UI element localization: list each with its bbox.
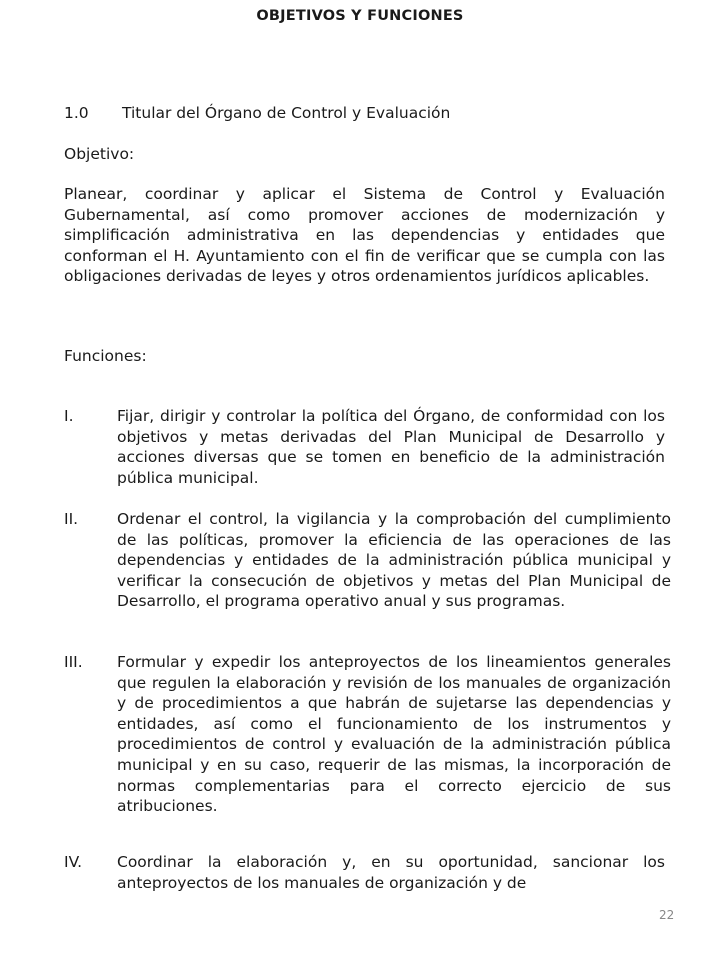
page-number: 22 xyxy=(659,908,675,922)
function-text: Ordenar el control, la vigilancia y la comprobación del cumplimiento de las políticas, promover la eficiencia de las operaciones de las dependencias y entidades de la administración pública municipal y verificar la consecución de objetivos y metas del Plan Municipal de Desarrollo, el programa operativo anual y sus programas. xyxy=(117,510,671,611)
function-numeral: IV. xyxy=(64,853,83,871)
function-text: Fijar, dirigir y controlar la política del Órgano, de conformidad con los objetivos y metas derivadas del Plan Municipal de Desarrollo y acciones diversas que se tomen en beneficio de la administración pública municipal. xyxy=(117,407,665,487)
function-item-3 xyxy=(64,652,671,817)
function-numeral: I. xyxy=(64,407,74,425)
function-item-1 xyxy=(64,406,665,488)
functions-label: Funciones: xyxy=(64,347,147,365)
objective-label: Objetivo: xyxy=(64,145,135,163)
section-number: 1.0 xyxy=(64,104,89,122)
function-item-2 xyxy=(64,509,671,612)
function-item-4 xyxy=(64,852,665,893)
function-text: Formular y expedir los anteproyectos de los lineamientos generales que regulen la elaboración y revisión de los manuales de organización y de procedimientos a que habrán de sujetarse las dependencias y entidades, así como el funcionamiento de los instrumentos y procedimientos de control y evaluación de la administración pública municipal y en su caso, requerir de las mismas, la incorporación de normas complementarias para el correcto ejercicio de sus atribuciones. xyxy=(117,653,671,816)
function-numeral: III. xyxy=(64,653,83,671)
section-title: Titular del Órgano de Control y Evaluación xyxy=(122,104,451,122)
section-heading xyxy=(64,104,450,122)
page-title: OBJETIVOS Y FUNCIONES xyxy=(256,8,464,24)
function-numeral: II. xyxy=(64,510,79,528)
function-text: Coordinar la elaboración y, en su oportunidad, sancionar los anteproyectos de los manuales de organización y de xyxy=(117,853,665,892)
objective-paragraph: Planear, coordinar y aplicar el Sistema de Control y Evaluación Gubernamental, así como promover acciones de modernización y simplificación administrativa en las dependencias y entidades que conforman el H. Ayuntamiento con el fin de verificar que se cumpla con las obligaciones derivadas de leyes y otros ordenamientos jurídicos aplicables. xyxy=(64,185,665,286)
